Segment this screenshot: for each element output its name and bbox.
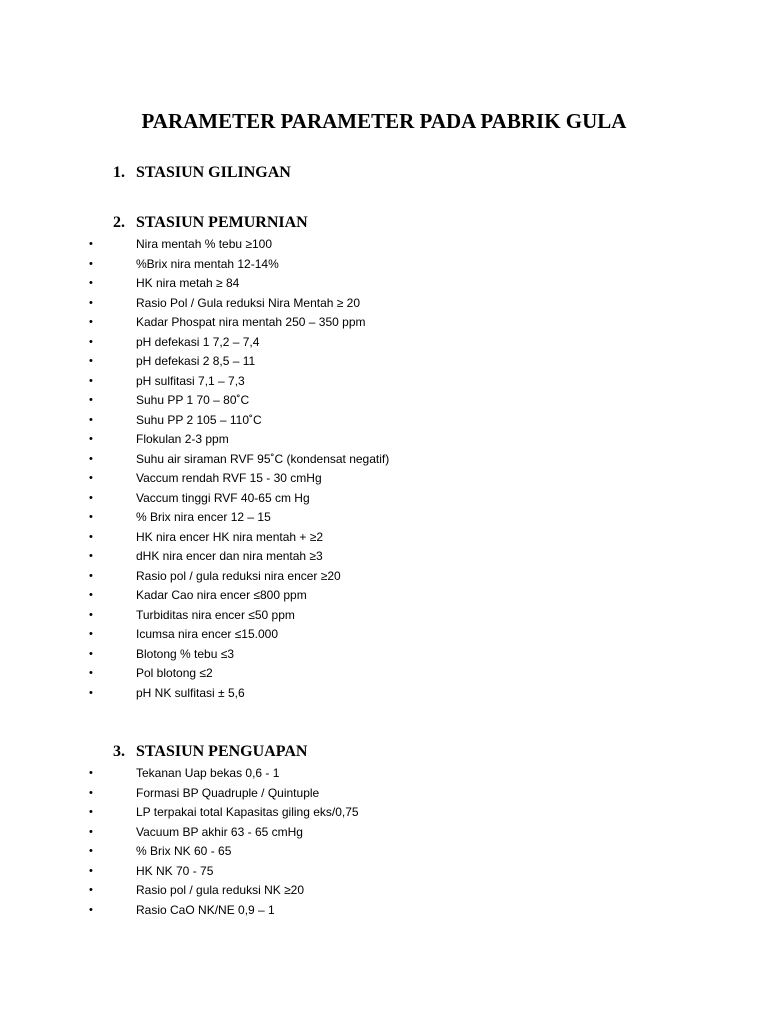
list-item <box>0 469 768 489</box>
list-item <box>0 313 768 333</box>
list-item <box>0 606 768 626</box>
bullet-icon: • <box>89 452 93 465</box>
bullet-icon: • <box>89 569 93 582</box>
list-item <box>0 803 768 823</box>
bullet-icon: • <box>89 647 93 660</box>
bullet-icon: • <box>89 335 93 348</box>
bullet-icon: • <box>89 550 93 562</box>
section-stasiun-gilingan <box>0 161 768 185</box>
bullet-icon: • <box>89 238 93 250</box>
list-item-text: Suhu PP 1 70 – 80˚C <box>136 393 250 407</box>
list-item-text: dHK nira encer dan nira mentah ≥3 <box>136 549 323 563</box>
list-item-text: Kadar Cao nira encer ≤800 ppm <box>136 588 307 602</box>
list-item <box>0 547 768 567</box>
list-item-text: HK NK 70 - 75 <box>136 863 214 878</box>
bullet-icon: • <box>89 316 93 328</box>
page-title: PARAMETER PARAMETER PADA PABRIK GULA <box>141 109 627 133</box>
section-heading <box>0 161 768 185</box>
section-number: 2. <box>113 214 125 231</box>
bullet-icon: • <box>89 374 93 387</box>
bullet-icon: • <box>89 903 93 916</box>
list-item <box>0 508 768 528</box>
list-item-text: pH defekasi 2 8,5 – 11 <box>136 354 256 368</box>
list-item-text: Tekanan Uap bekas 0,6 - 1 <box>136 766 280 780</box>
list-item-text: Suhu PP 2 105 – 110˚C <box>136 412 262 427</box>
list-item-text: LP terpakai total Kapasitas giling eks/0,75 <box>136 805 359 819</box>
list-item-text: Vacuum BP akhir 63 - 65 cmHg <box>136 824 303 839</box>
list-item <box>0 430 768 450</box>
list-item <box>0 901 768 921</box>
list-item-text: HK nira metah ≥ 84 <box>136 276 240 290</box>
list-item-text: pH NK sulfitasi ± 5,6 <box>136 685 245 700</box>
list-item <box>0 528 768 548</box>
parameter-list <box>0 235 768 703</box>
list-item-text: Suhu air siraman RVF 95˚C (kondensat negatif) <box>136 451 390 466</box>
bullet-icon: • <box>89 530 93 543</box>
bullet-icon: • <box>89 589 93 601</box>
section-stasiun-pemurnian <box>0 211 768 703</box>
list-item <box>0 586 768 606</box>
bullet-icon: • <box>89 296 93 309</box>
bullet-icon: • <box>89 394 93 406</box>
bullet-icon: • <box>89 277 93 289</box>
list-item <box>0 764 768 784</box>
bullet-icon: • <box>89 511 93 523</box>
bullet-icon: • <box>89 608 93 621</box>
bullet-icon: • <box>89 864 93 877</box>
section-title: STASIUN PEMURNIAN <box>136 214 308 231</box>
list-item <box>0 391 768 411</box>
bullet-icon: • <box>89 355 93 367</box>
list-item <box>0 372 768 392</box>
list-item <box>0 567 768 587</box>
bullet-icon: • <box>89 686 93 699</box>
bullet-icon: • <box>89 413 93 426</box>
bullet-icon: • <box>89 257 93 270</box>
section-title: STASIUN GILINGAN <box>136 164 291 181</box>
section-stasiun-penguapan <box>0 740 768 920</box>
list-item-text: Pol blotong ≤2 <box>136 666 213 680</box>
list-item <box>0 489 768 509</box>
list-item-text: Turbiditas nira encer ≤50 ppm <box>136 607 295 622</box>
section-title: STASIUN PENGUAPAN <box>136 743 308 760</box>
list-item <box>0 352 768 372</box>
parameter-list <box>0 764 768 920</box>
list-item <box>0 842 768 862</box>
bullet-icon: • <box>89 628 93 640</box>
list-item-text: % Brix NK 60 - 65 <box>136 844 232 858</box>
list-item <box>0 294 768 314</box>
section-heading <box>0 740 768 764</box>
bullet-icon: • <box>89 786 93 799</box>
list-item <box>0 411 768 431</box>
list-item <box>0 684 768 704</box>
list-item <box>0 784 768 804</box>
list-item-text: % Brix nira encer 12 – 15 <box>136 510 271 524</box>
list-item-text: Rasio CaO NK/NE 0,9 – 1 <box>136 902 275 917</box>
list-item-text: Blotong % tebu ≤3 <box>136 646 234 661</box>
bullet-icon: • <box>89 491 93 504</box>
bullet-icon: • <box>89 825 93 838</box>
list-item <box>0 274 768 294</box>
list-item-text: pH defekasi 1 7,2 – 7,4 <box>136 334 260 349</box>
bullet-icon: • <box>89 472 93 484</box>
list-item-text: HK nira encer HK nira mentah + ≥2 <box>136 529 324 544</box>
bullet-icon: • <box>89 433 93 445</box>
list-item-text: Icumsa nira encer ≤15.000 <box>136 627 278 641</box>
list-item-text: Formasi BP Quadruple / Quintuple <box>136 785 320 800</box>
list-item-text: Rasio pol / gula reduksi NK ≥20 <box>136 883 305 897</box>
list-item <box>0 255 768 275</box>
list-item-text: Nira mentah % tebu ≥100 <box>136 237 272 251</box>
list-item-text: Kadar Phospat nira mentah 250 – 350 ppm <box>136 315 366 329</box>
list-item-text: Rasio pol / gula reduksi nira encer ≥20 <box>136 568 341 583</box>
bullet-icon: • <box>89 667 93 679</box>
bullet-icon: • <box>89 767 93 779</box>
list-item <box>0 862 768 882</box>
section-number: 1. <box>113 164 125 181</box>
bullet-icon: • <box>89 845 93 857</box>
list-item-text: Rasio Pol / Gula reduksi Nira Mentah ≥ 20 <box>136 295 361 310</box>
list-item-text: pH sulfitasi 7,1 – 7,3 <box>136 373 245 388</box>
list-item <box>0 450 768 470</box>
list-item-text: Vaccum tinggi RVF 40-65 cm Hg <box>136 490 310 505</box>
list-item <box>0 645 768 665</box>
bullet-icon: • <box>89 806 93 818</box>
list-item-text: Flokulan 2-3 ppm <box>136 432 229 446</box>
list-item-text: Vaccum rendah RVF 15 - 30 cmHg <box>136 471 322 485</box>
list-item <box>0 664 768 684</box>
section-number: 3. <box>113 743 125 760</box>
list-item <box>0 881 768 901</box>
list-item <box>0 625 768 645</box>
list-item <box>0 333 768 353</box>
list-item <box>0 235 768 255</box>
bullet-icon: • <box>89 884 93 896</box>
list-item <box>0 823 768 843</box>
list-item-text: %Brix nira mentah 12-14% <box>136 256 279 271</box>
section-heading <box>0 211 768 235</box>
